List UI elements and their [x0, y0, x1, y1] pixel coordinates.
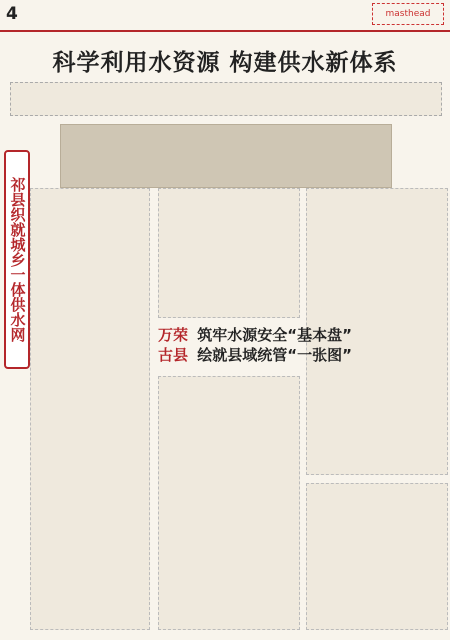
top-bar [0, 0, 450, 32]
page-headline: 科学利用水资源 构建供水新体系 [52, 50, 398, 76]
body-column-unread [158, 188, 300, 318]
photo [60, 124, 392, 188]
body-column-unread [158, 376, 300, 630]
page-number: 4 [6, 4, 18, 24]
side-title: 祁县织就城乡一体供水网 [4, 150, 30, 369]
article-title: 筑牢水源安全“基本盘” [197, 326, 352, 344]
lead-text-unread [10, 82, 442, 116]
body-column-unread [306, 483, 448, 630]
article-title: 绘就县域统管“一张图” [197, 346, 352, 364]
article-tag: 古县 [158, 346, 189, 364]
article-tag: 万荣 [158, 326, 189, 344]
article-heading-wanrong [158, 326, 446, 344]
body-column-unread [30, 188, 150, 630]
masthead-logo-placeholder: masthead [372, 3, 444, 25]
article-heading-guxian [158, 346, 446, 364]
